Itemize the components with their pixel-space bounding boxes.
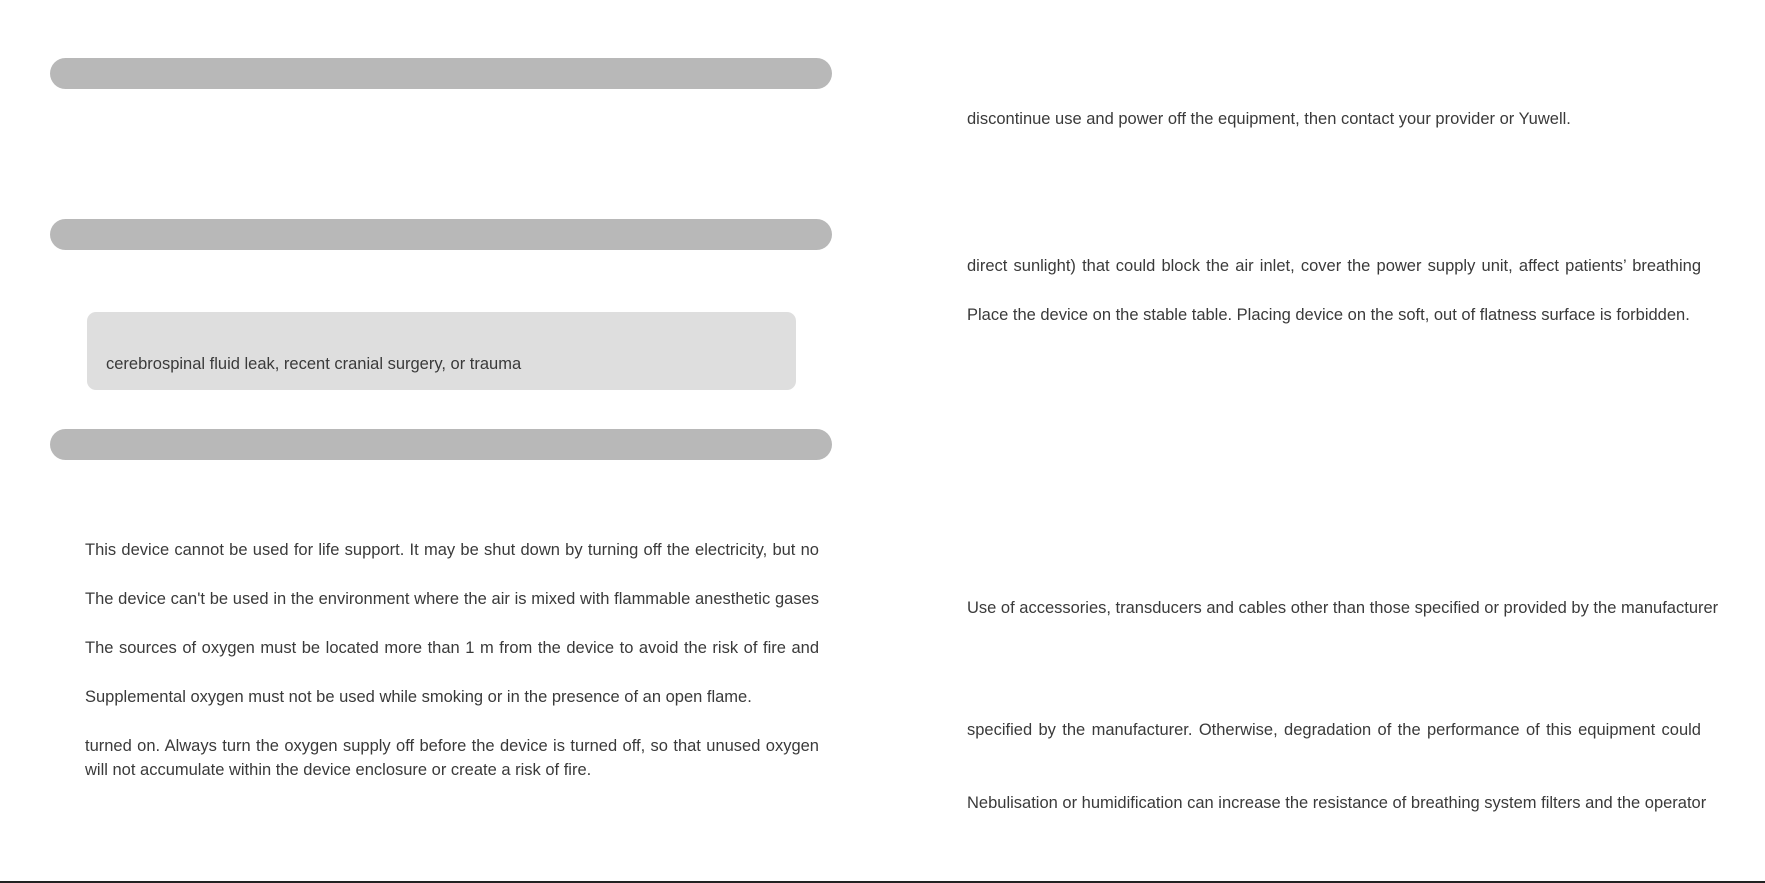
warning-line-oxygen-sources: The sources of oxygen must be located more than 1 m from the device to avoid the risk of fire and xyxy=(85,639,819,657)
warning-line-air-inlet: direct sunlight) that could block the air inlet, cover the power supply unit, affect patients’ breathing xyxy=(967,257,1701,275)
warning-line-accessories: Use of accessories, transducers and cables other than those specified or provided by the manufacturer xyxy=(967,599,1719,617)
warning-line-nebulisation: Nebulisation or humidification can increase the resistance of breathing system filters and the operator xyxy=(967,794,1707,812)
section-header-bar-2 xyxy=(50,219,832,250)
warning-line-life-support: This device cannot be used for life support. It may be shut down by turning off the electricity, but no xyxy=(85,541,819,559)
warning-line-smoking: Supplemental oxygen must not be used while smoking or in the presence of an open flame. xyxy=(85,688,752,706)
warning-line-stable-table: Place the device on the stable table. Placing device on the soft, out of flatness surface is forbidden. xyxy=(967,306,1690,324)
warning-line-oxygen-off-cont: will not accumulate within the device enclosure or create a risk of fire. xyxy=(85,761,592,779)
warning-line-degradation: specified by the manufacturer. Otherwise, degradation of the performance of this equipment could xyxy=(967,721,1701,739)
warning-line-contact-provider: discontinue use and power off the equipment, then contact your provider or Yuwell. xyxy=(967,110,1571,128)
note-box-text: cerebrospinal fluid leak, recent cranial surgery, or trauma xyxy=(106,355,522,373)
section-header-bar-1 xyxy=(50,58,832,89)
note-box xyxy=(87,312,796,390)
section-header-bar-3 xyxy=(50,429,832,460)
warning-line-oxygen-off: turned on. Always turn the oxygen supply off before the device is turned off, so that unused oxygen xyxy=(85,737,819,755)
warning-line-anesthetic-gases: The device can't be used in the environment where the air is mixed with flammable anesthetic gases xyxy=(85,590,819,608)
